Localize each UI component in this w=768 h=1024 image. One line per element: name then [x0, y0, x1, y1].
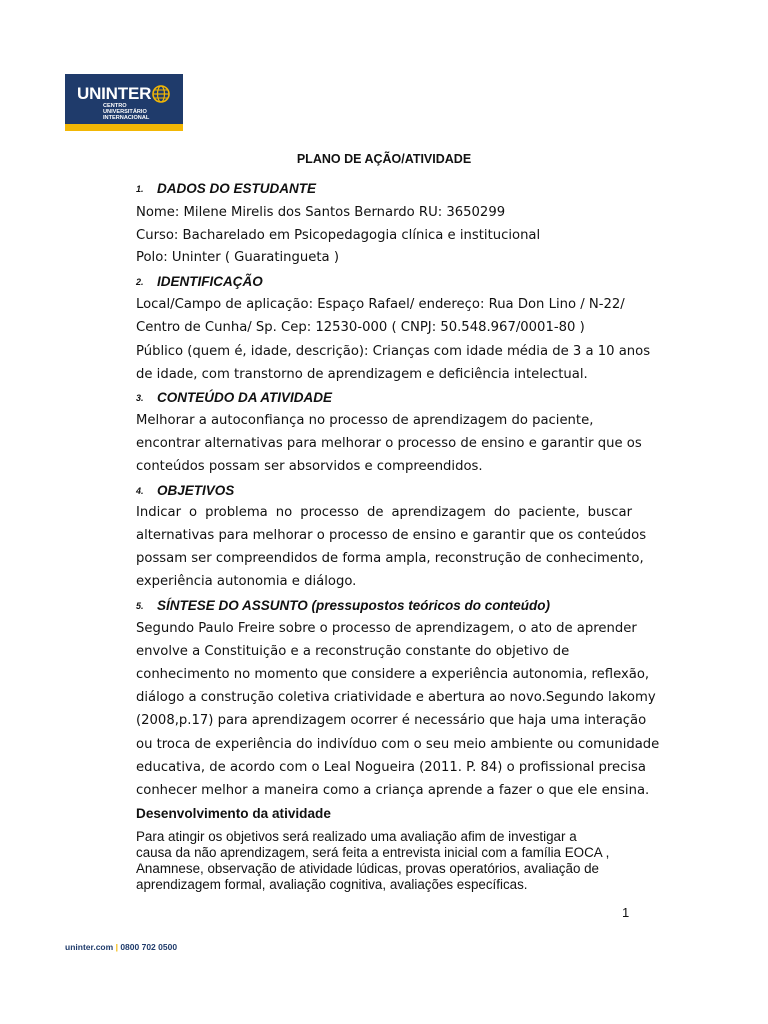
footer-contact: [65, 942, 177, 952]
synthesis-line: conhecer melhor a maneira como a criança aprende a fazer o que ele ensina.: [136, 783, 650, 798]
identification-line: de idade, com transtorno de aprendizagem e deficiência intelectual.: [136, 367, 588, 382]
development-line: causa da não aprendizagem, será feita a entrevista inicial com a família EOCA ,: [136, 845, 610, 860]
synthesis-line: (2008,p.17) para aprendizagem ocorrer é necessário que haja uma interação: [136, 713, 647, 728]
footer-phone: 0800 702 0500: [120, 942, 178, 952]
globe-icon: [151, 84, 171, 104]
logo-brand-text: UNINTER: [77, 84, 152, 103]
section-heading-student: 1. DADOS DO ESTUDANTE: [136, 181, 317, 196]
objectives-line: experiência autonomia e diálogo.: [136, 574, 357, 589]
footer-site: uninter.com: [65, 942, 114, 952]
uninter-logo: [65, 74, 183, 131]
objectives-line: Indicar o problema no processo de aprendizagem do paciente, buscar: [136, 505, 632, 520]
page-number: 1: [622, 905, 630, 920]
identification-line: Local/Campo de aplicação: Espaço Rafael/ endereço: Rua Don Lino / N-22/: [136, 297, 625, 312]
student-name-line: Nome: Milene Mirelis dos Santos Bernardo RU: 3650299: [136, 205, 506, 220]
synthesis-line: Segundo Paulo Freire sobre o processo de aprendizagem, o ato de aprender: [136, 621, 637, 636]
section-heading-objectives: 4. OBJETIVOS: [136, 483, 235, 498]
logo-gold-bar: [65, 124, 183, 131]
content-line: conteúdos possam ser absorvidos e compreendidos.: [136, 459, 483, 474]
footer-separator: |: [115, 942, 118, 952]
section-heading-synthesis: 5. SÍNTESE DO ASSUNTO (pressupostos teóricos do conteúdo): [136, 598, 551, 613]
content-line: encontrar alternativas para melhorar o processo de ensino e garantir que os: [136, 436, 642, 451]
development-line: Anamnese, observação de atividade lúdicas, provas operatórios, avaliação de: [136, 861, 600, 876]
synthesis-line: diálogo a construção coletiva criatividade e abertura ao novo.Segundo lakomy: [136, 690, 656, 705]
logo-subtitle: CENTRO UNIVERSITÁRIO INTERNACIONAL: [103, 103, 150, 121]
synthesis-line: ou troca de experiência do indivíduo com o seu meio ambiente ou comunidade: [136, 737, 660, 752]
development-line: Para atingir os objetivos será realizado uma avaliação afim de investigar a: [136, 829, 577, 844]
section-heading-identification: 2. IDENTIFICAÇÃO: [136, 274, 263, 289]
development-heading: Desenvolvimento da atividade: [136, 806, 331, 821]
identification-line: Público (quem é, idade, descrição): Crianças com idade média de 3 a 10 anos: [136, 344, 651, 359]
section-heading-content: 3. CONTEÚDO DA ATIVIDADE: [136, 390, 332, 405]
synthesis-line: educativa, de acordo com o Leal Nogueira (2011. P. 84) o profissional precisa: [136, 760, 646, 775]
student-course-line: Curso: Bacharelado em Psicopedagogia clínica e institucional: [136, 228, 541, 243]
content-line: Melhorar a autoconfiança no processo de aprendizagem do paciente,: [136, 413, 594, 428]
synthesis-line: envolve a Constituição e a reconstrução constante do objetivo de: [136, 644, 570, 659]
objectives-line: possam ser compreendidos de forma ampla, reconstrução de conhecimento,: [136, 551, 644, 566]
student-polo-line: Polo: Uninter ( Guaratingueta ): [136, 250, 339, 265]
identification-line: Centro de Cunha/ Sp. Cep: 12530-000 ( CNPJ: 50.548.967/0001-80 ): [136, 320, 585, 335]
development-line: aprendizagem formal, avaliação cognitiva, avaliações específicas.: [136, 877, 528, 892]
objectives-line: alternativas para melhorar o processo de ensino e garantir que os conteúdos: [136, 528, 647, 543]
document-title: PLANO DE AÇÃO/ATIVIDADE: [296, 152, 472, 166]
synthesis-line: conhecimento no momento que considere a experiência autonomia, reflexão,: [136, 667, 650, 682]
